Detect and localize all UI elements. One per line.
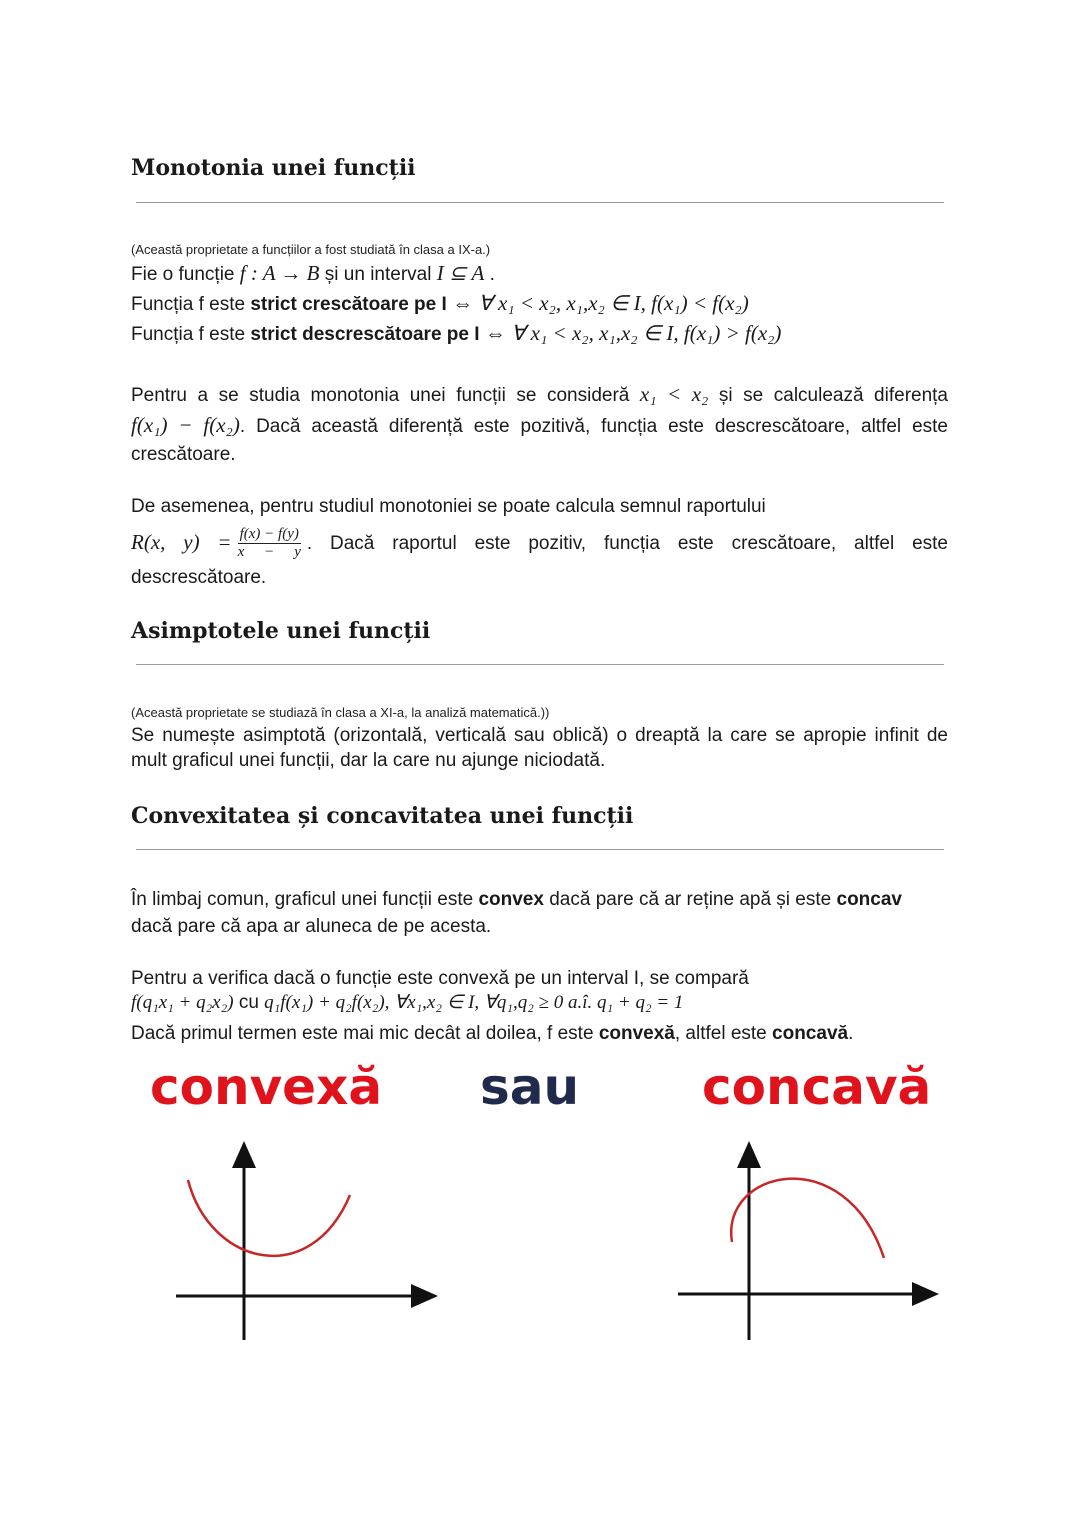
paragraph-ratio-line3: descrescătoare. (131, 567, 267, 588)
text: . (484, 264, 495, 285)
math-function: f : A → B (239, 261, 320, 285)
term-convexa: convexă (598, 1023, 675, 1044)
convex-curve (188, 1180, 350, 1256)
math-def-increasing: ⇔ ∀ x₁ < x₂, x₁,x₂ ∈ I, f(x₁) < f(x₂) (452, 291, 749, 315)
convex-line4 (131, 1019, 853, 1049)
math-left-term: f(q₁x₁ + q₂x₂) (131, 992, 234, 1013)
text: dacă pare că ar reține apă și este (543, 889, 837, 910)
label-sau: sau (480, 1058, 580, 1116)
ratio-fraction (238, 526, 301, 561)
math-def-decreasing: ⇔ ∀ x₁ < x₂, x₁,x₂ ∈ I, f(x₁) > f(x₂) (484, 321, 782, 345)
term-strict-decreasing: strict descrescătoare pe I (250, 324, 480, 345)
math-difference: f(x₁) − f(x₂) (131, 413, 240, 437)
term-concav: concav (836, 889, 902, 910)
label-concava: concavă (702, 1058, 932, 1116)
concave-graph (660, 1130, 960, 1350)
text: și un interval (319, 264, 437, 285)
text: . Dacă raportul este pozitiv, funcția este crescătoare, altfel este (306, 533, 948, 554)
text: În limbaj comun, graficul unei funcții este (131, 889, 479, 910)
text: Funcția f este (131, 294, 251, 315)
fraction-numerator: f(x) − f(y) (239, 526, 299, 543)
text: Fie o funcție (131, 264, 240, 285)
intro-line (131, 258, 495, 290)
convex-line1 (131, 885, 902, 915)
text: cu (233, 992, 265, 1013)
text: Dacă primul termen este mai mic decât al doilea, f este (131, 1023, 599, 1044)
asimptote-line1: Se numește asimptotă (orizontală, verticală sau oblică) o dreaptă la care se apropie infinit de (131, 725, 948, 746)
math-ratio-lhs: R(x, y) = (131, 530, 232, 554)
paragraph-difference-line2 (131, 410, 948, 442)
math-right-term: q₁f(x₁) + q₂f(x₂), ∀x₁,x₂ ∈ I, ∀q₁,q₂ ≥ 0 a.î. q₁ + q₂ = 1 (264, 992, 684, 1013)
definition-increasing (131, 288, 749, 320)
text: . (848, 1023, 854, 1044)
convex-graph (160, 1130, 460, 1350)
asimptote-line2: mult graficul unei funcții, dar la care nu ajunge niciodată. (131, 750, 606, 771)
term-strict-increasing: strict crescătoare pe I (250, 294, 447, 315)
divider (136, 849, 944, 850)
math-x1-lt-x2: x₁ < x₂ (639, 382, 709, 406)
text: și se calculează diferența (708, 385, 949, 406)
paragraph-difference-line1 (131, 379, 948, 411)
math-interval: I ⊆ A (436, 261, 485, 285)
section-title-convexitate: Convexitatea și concavitatea unei funcții (131, 803, 634, 829)
fraction-denominator: x − y (237, 544, 301, 561)
convex-formula (131, 988, 683, 1018)
paragraph-ratio-line2 (131, 520, 948, 566)
paragraph-ratio-line1: De asemenea, pentru studiul monotoniei se poate calcula semnul raportului (131, 496, 766, 517)
divider (136, 202, 944, 203)
concave-curve (731, 1179, 884, 1258)
note-asimptote: (Această proprietate se studiază în clasa a XI-a, la analiză matematică.)) (131, 705, 550, 720)
section-title-monotonie: Monotonia unei funcții (131, 155, 416, 181)
text: . Dacă această diferență este pozitivă, funcția este descrescătoare, altfel este (239, 416, 948, 437)
text: , altfel este (674, 1023, 773, 1044)
note-monotonie: (Această proprietate a funcțiilor a fost studiată în clasa a IX-a.) (131, 242, 491, 257)
convex-line2: dacă pare că apa ar aluneca de pe acesta. (131, 916, 492, 937)
section-title-asimptote: Asimptotele unei funcții (131, 618, 431, 644)
paragraph-difference-line3: crescătoare. (131, 444, 236, 465)
text: Pentru a se studia monotonia unei funcții se consideră (131, 385, 640, 406)
text: Funcția f este (131, 324, 251, 345)
definition-decreasing (131, 318, 781, 350)
term-concava: concavă (772, 1023, 849, 1044)
term-convex: convex (478, 889, 544, 910)
divider (136, 664, 944, 665)
label-convexa: convexă (150, 1058, 383, 1116)
convex-line3: Pentru a verifica dacă o funcție este convexă pe un interval I, se compară (131, 968, 749, 989)
